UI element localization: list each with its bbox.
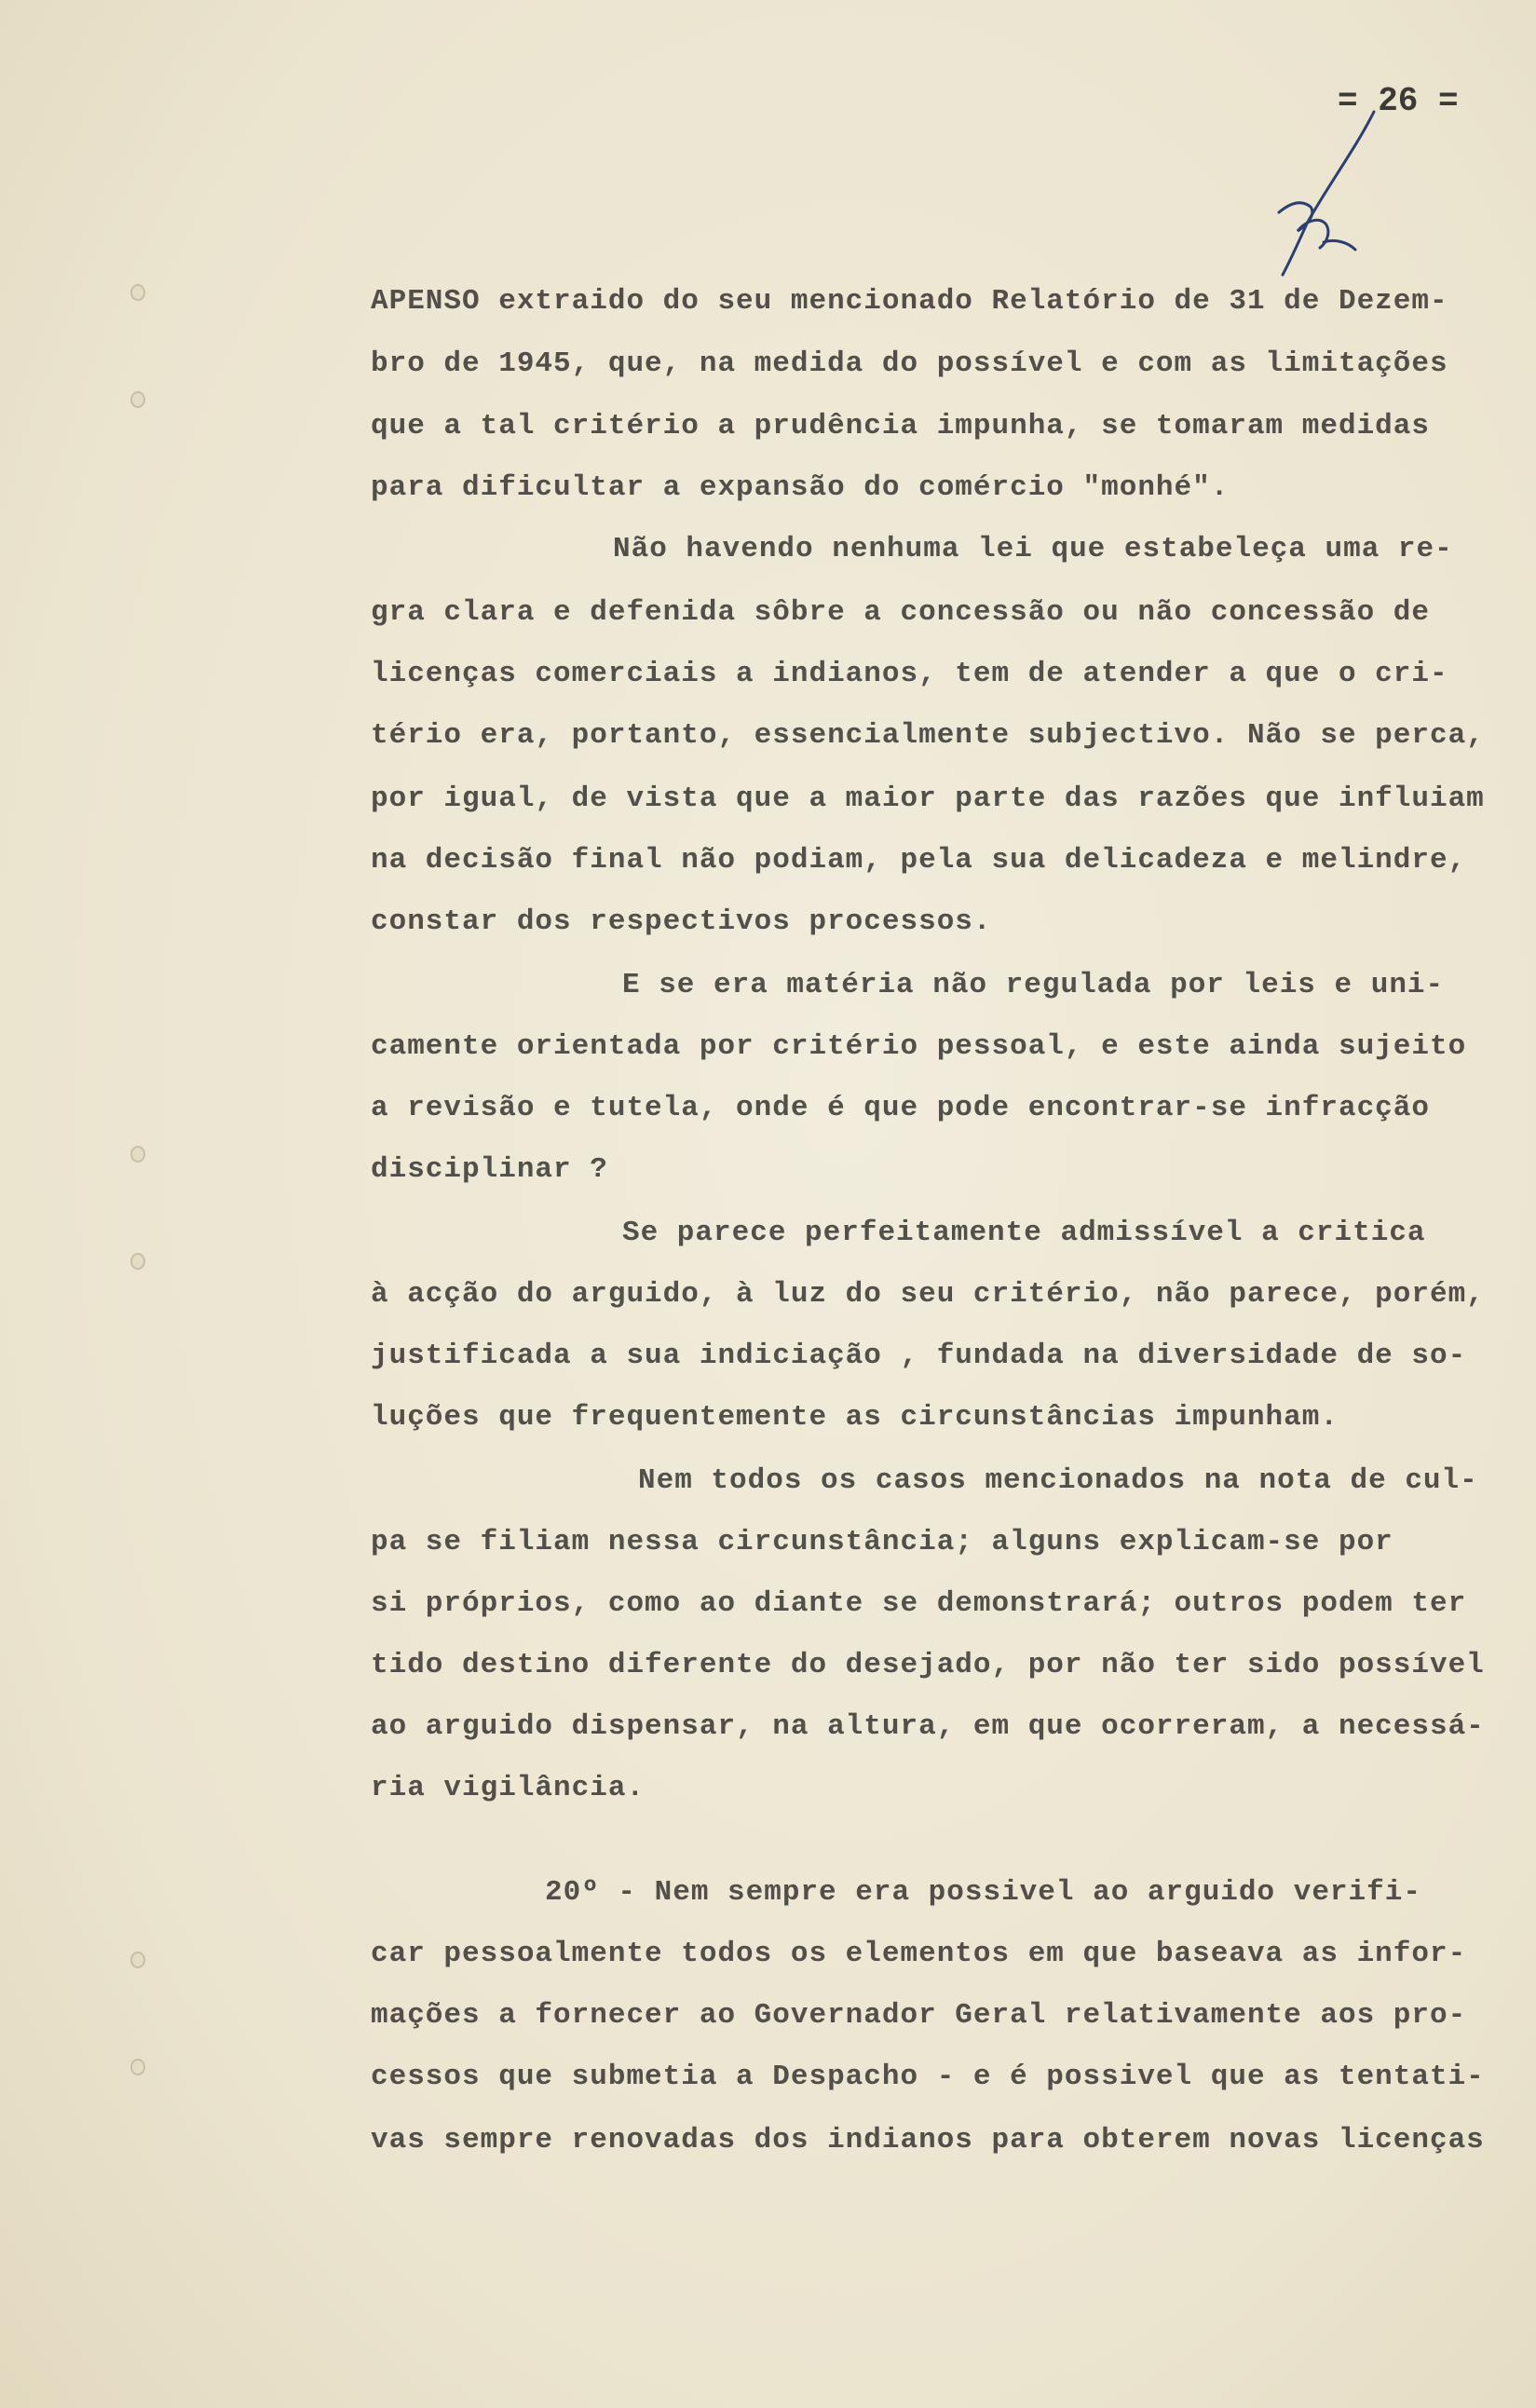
punch-hole bbox=[130, 1952, 145, 1968]
text-line: mações a fornecer ao Governador Geral relativamente aos pro- bbox=[371, 1999, 1467, 2032]
text-line: camente orientada por critério pessoal, e este ainda sujeito bbox=[371, 1030, 1467, 1063]
punch-hole bbox=[130, 1146, 145, 1163]
text-line: ao arguido dispensar, na altura, em que ocorreram, a necessá- bbox=[371, 1710, 1485, 1743]
punch-hole bbox=[130, 391, 145, 408]
text-line: ria vigilância. bbox=[371, 1772, 646, 1804]
punch-hole bbox=[130, 1253, 145, 1270]
text-line: si próprios, como ao diante se demonstrará; outros podem ter bbox=[371, 1587, 1467, 1620]
text-line: justificada a sua indiciação , fundada na diversidade de so- bbox=[371, 1340, 1467, 1372]
text-line: disciplinar ? bbox=[371, 1153, 608, 1186]
text-line: luções que frequentemente as circunstâncias impunham. bbox=[371, 1401, 1339, 1434]
handwritten-signature bbox=[1262, 102, 1383, 279]
text-line: Nem todos os casos mencionados na nota de cul- bbox=[638, 1464, 1478, 1497]
text-line: pa se filiam nessa circunstância; alguns explicam-se por bbox=[371, 1526, 1393, 1558]
punch-hole bbox=[130, 2059, 145, 2075]
text-line: vas sempre renovadas dos indianos para obterem novas licenças bbox=[371, 2124, 1485, 2156]
punch-hole bbox=[130, 284, 145, 301]
text-line: gra clara e defenida sôbre a concessão ou não concessão de bbox=[371, 596, 1430, 629]
text-line: cessos que submetia a Despacho - e é possivel que as tentati- bbox=[371, 2061, 1485, 2093]
text-line: que a tal critério a prudência impunha, se tomaram medidas bbox=[371, 410, 1430, 442]
text-line: bro de 1945, que, na medida do possível e com as limitações bbox=[371, 347, 1448, 380]
text-line: Se parece perfeitamente admissível a critica bbox=[622, 1217, 1426, 1249]
text-line: Não havendo nenhuma lei que estabeleça uma re- bbox=[613, 533, 1453, 565]
text-line: E se era matéria não regulada por leis e uni- bbox=[622, 969, 1445, 1001]
text-line: tido destino diferente do desejado, por não ter sido possível bbox=[371, 1649, 1485, 1681]
text-line: para dificultar a expansão do comércio "monhé". bbox=[371, 471, 1230, 504]
text-line: constar dos respectivos processos. bbox=[371, 905, 992, 938]
text-line: na decisão final não podiam, pela sua delicadeza e melindre, bbox=[371, 844, 1467, 877]
text-line: licenças comerciais a indianos, tem de atender a que o cri- bbox=[371, 658, 1448, 690]
text-line: a revisão e tutela, onde é que pode encontrar-se infracção bbox=[371, 1092, 1430, 1124]
text-line: car pessoalmente todos os elementos em que baseava as infor- bbox=[371, 1938, 1467, 1970]
text-line: 20º - Nem sempre era possivel ao arguido verifi- bbox=[545, 1876, 1421, 1909]
text-line: à acção do arguido, à luz do seu critério, não parece, porém, bbox=[371, 1278, 1485, 1311]
page-number: = 26 = bbox=[1338, 82, 1459, 120]
text-line: por igual, de vista que a maior parte das razões que influiam bbox=[371, 782, 1485, 815]
text-line: APENSO extraido do seu mencionado Relatório de 31 de Dezem- bbox=[371, 285, 1448, 318]
text-line: tério era, portanto, essencialmente subjectivo. Não se perca, bbox=[371, 719, 1485, 752]
